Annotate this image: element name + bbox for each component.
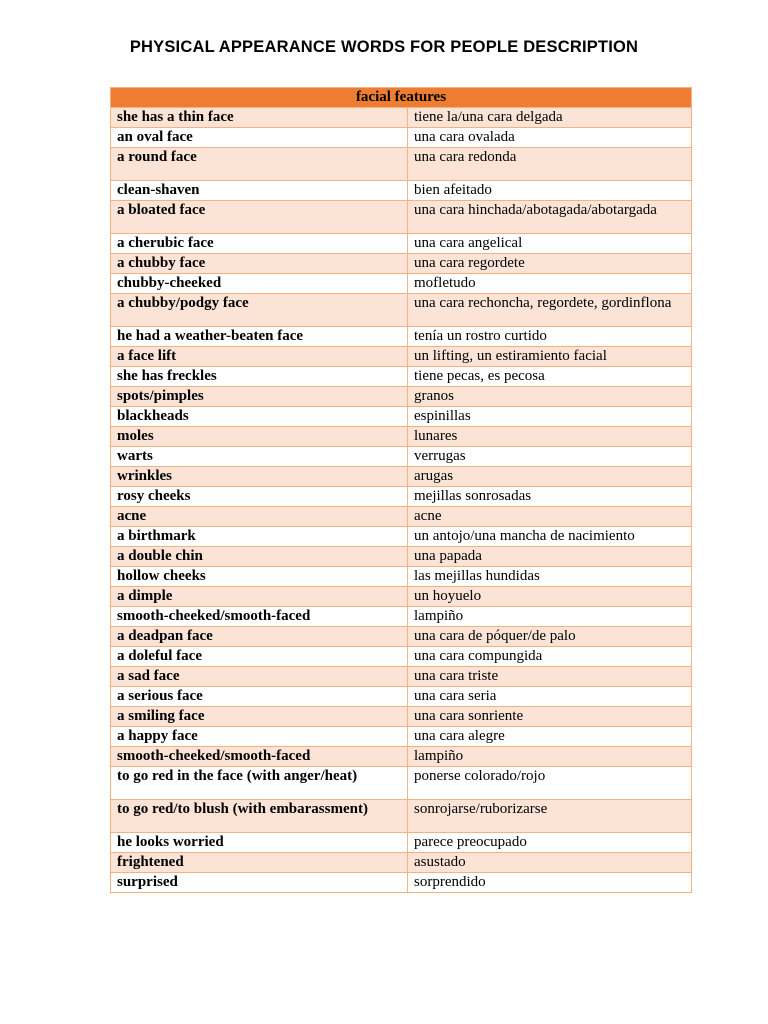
table-row [111,447,692,467]
spanish-translation: una cara triste [408,667,692,687]
spanish-translation: lampiño [408,607,692,627]
english-term: hollow cheeks [111,567,408,587]
english-term: to go red/to blush (with embarassment) [111,800,408,833]
spanish-translation: tiene la/una cara delgada [408,108,692,128]
english-term: a double chin [111,547,408,567]
spanish-translation: una cara compungida [408,647,692,667]
english-term: a happy face [111,727,408,747]
page-title: PHYSICAL APPEARANCE WORDS FOR PEOPLE DESCRIPTION [129,38,639,56]
table-row [111,607,692,627]
table-row [111,294,692,327]
table-header-row [111,88,692,108]
english-term: a smiling face [111,707,408,727]
spanish-translation: lampiño [408,747,692,767]
english-term: a dimple [111,587,408,607]
english-term: a serious face [111,687,408,707]
spanish-translation: sonrojarse/ruborizarse [408,800,692,833]
english-term: a chubby face [111,254,408,274]
spanish-translation: espinillas [408,407,692,427]
english-term: a bloated face [111,201,408,234]
table-row [111,507,692,527]
table-row [111,274,692,294]
english-term: frightened [111,853,408,873]
english-term: he had a weather-beaten face [111,327,408,347]
spanish-translation: asustado [408,853,692,873]
table-row [111,873,692,893]
spanish-translation: una papada [408,547,692,567]
table-row [111,647,692,667]
spanish-translation: verrugas [408,447,692,467]
english-term: a sad face [111,667,408,687]
spanish-translation: una cara seria [408,687,692,707]
english-term: she has a thin face [111,108,408,128]
spanish-translation: sorprendido [408,873,692,893]
english-term: warts [111,447,408,467]
table-row [111,467,692,487]
spanish-translation: arugas [408,467,692,487]
table-row [111,128,692,148]
english-term: an oval face [111,128,408,148]
english-term: she has freckles [111,367,408,387]
english-term: a cherubic face [111,234,408,254]
table-row [111,747,692,767]
spanish-translation: ponerse colorado/rojo [408,767,692,800]
table-row [111,547,692,567]
english-term: a round face [111,148,408,181]
spanish-translation: tenía un rostro curtido [408,327,692,347]
english-term: clean-shaven [111,181,408,201]
table-row [111,707,692,727]
table-row [111,407,692,427]
english-term: a chubby/podgy face [111,294,408,327]
english-term: a deadpan face [111,627,408,647]
spanish-translation: una cara rechoncha, regordete, gordinflona [408,294,692,327]
spanish-translation: un hoyuelo [408,587,692,607]
spanish-translation: parece preocupado [408,833,692,853]
english-term: smooth-cheeked/smooth-faced [111,747,408,767]
english-term: chubby-cheeked [111,274,408,294]
table-row [111,727,692,747]
english-term: wrinkles [111,467,408,487]
spanish-translation: mofletudo [408,274,692,294]
table-row [111,347,692,367]
english-term: a doleful face [111,647,408,667]
table-row [111,800,692,833]
spanish-translation: una cara hinchada/abotagada/abotargada [408,201,692,234]
english-term: he looks worried [111,833,408,853]
table-row [111,148,692,181]
table-row [111,567,692,587]
english-term: smooth-cheeked/smooth-faced [111,607,408,627]
table-row [111,108,692,128]
spanish-translation: una cara sonriente [408,707,692,727]
table-row [111,427,692,447]
english-term: moles [111,427,408,447]
table-row [111,387,692,407]
spanish-translation: lunares [408,427,692,447]
english-term: surprised [111,873,408,893]
english-term: blackheads [111,407,408,427]
table-row [111,201,692,234]
table-header: facial features [111,88,692,108]
spanish-translation: una cara angelical [408,234,692,254]
spanish-translation: mejillas sonrosadas [408,487,692,507]
spanish-translation: un antojo/una mancha de nacimiento [408,527,692,547]
table-row [111,587,692,607]
table-row [111,833,692,853]
spanish-translation: una cara regordete [408,254,692,274]
table-row [111,527,692,547]
table-row [111,181,692,201]
table-row [111,667,692,687]
table-row [111,853,692,873]
spanish-translation: una cara redonda [408,148,692,181]
english-term: spots/pimples [111,387,408,407]
spanish-translation: tiene pecas, es pecosa [408,367,692,387]
english-term: acne [111,507,408,527]
spanish-translation: acne [408,507,692,527]
spanish-translation: una cara alegre [408,727,692,747]
vocabulary-table [110,87,692,893]
english-term: rosy cheeks [111,487,408,507]
table-row [111,627,692,647]
table-row [111,487,692,507]
table-body [111,108,692,893]
spanish-translation: un lifting, un estiramiento facial [408,347,692,367]
english-term: a face lift [111,347,408,367]
spanish-translation: las mejillas hundidas [408,567,692,587]
spanish-translation: granos [408,387,692,407]
english-term: to go red in the face (with anger/heat) [111,767,408,800]
english-term: a birthmark [111,527,408,547]
spanish-translation: bien afeitado [408,181,692,201]
table-row [111,327,692,347]
table-row [111,687,692,707]
table-row [111,254,692,274]
spanish-translation: una cara de póquer/de palo [408,627,692,647]
table-row [111,767,692,800]
table-row [111,234,692,254]
spanish-translation: una cara ovalada [408,128,692,148]
table-row [111,367,692,387]
